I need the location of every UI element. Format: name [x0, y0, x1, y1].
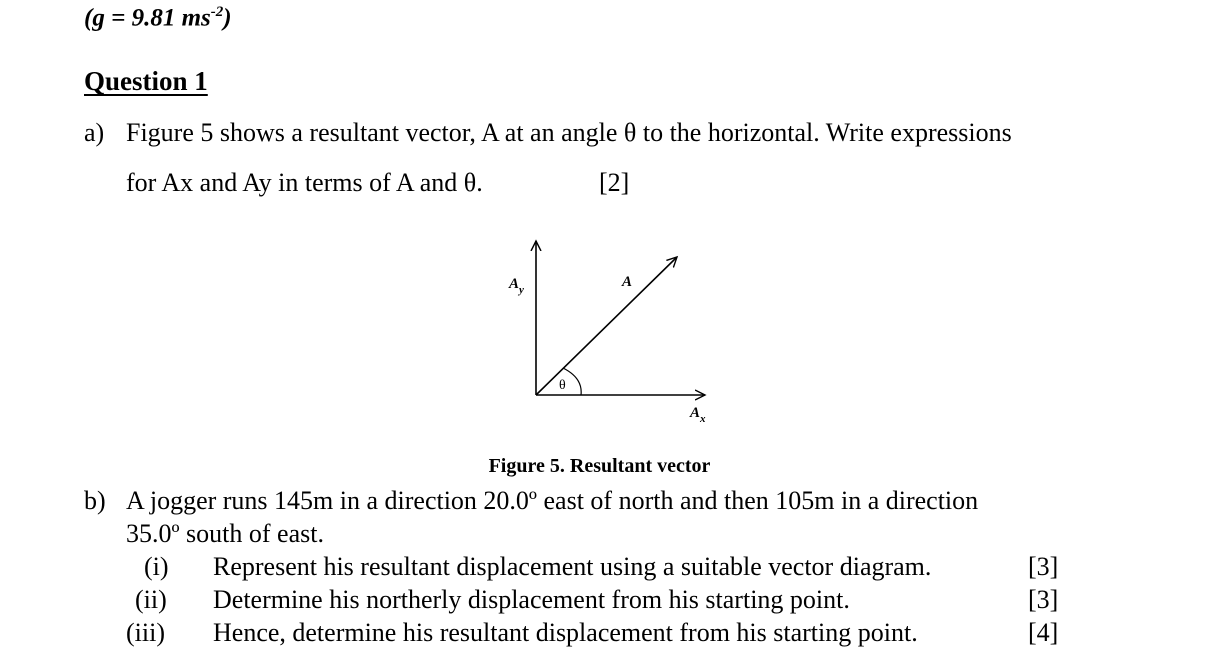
- part-a-marks: [2]: [599, 168, 630, 197]
- ay-label: $A_y$: [509, 276, 524, 296]
- theta-arc: [563, 368, 581, 395]
- item-number: (iii): [126, 618, 165, 647]
- gravity-constant: [84, 4, 232, 32]
- part-a-line2: for Ax and Ay in terms of A and θ.: [126, 168, 483, 197]
- gravity-suffix: ): [223, 4, 232, 32]
- resultant-vector-figure: [495, 232, 735, 432]
- item-marks: [4]: [1028, 618, 1059, 647]
- gravity-prefix: (g = 9.81 ms: [84, 4, 211, 32]
- a-label: A: [622, 274, 633, 290]
- gravity-exponent: -2: [210, 4, 224, 20]
- part-b-line1: A jogger runs 145m in a direction 20.0º east of north and then 105m in a direction: [126, 486, 979, 515]
- part-b-line2: 35.0º south of east.: [126, 519, 324, 548]
- part-a-line1: Figure 5 shows a resultant vector, A at an angle θ to the horizontal. Write expressions: [126, 118, 1012, 147]
- a-vector-line: [536, 257, 677, 395]
- item-marks: [3]: [1028, 585, 1059, 614]
- item-marks: [3]: [1028, 552, 1059, 581]
- ax-label: $A_x$: [690, 405, 706, 425]
- part-b-label: b): [84, 486, 106, 515]
- item-text: Hence, determine his resultant displacement from his starting point.: [213, 618, 918, 647]
- item-text: Represent his resultant displacement using a suitable vector diagram.: [213, 552, 932, 581]
- item-number: (i): [144, 552, 169, 581]
- item-number: (ii): [135, 585, 167, 614]
- figure-caption: Figure 5. Resultant vector: [488, 455, 711, 477]
- question-title: Question 1: [84, 66, 208, 96]
- part-a-label: a): [84, 118, 105, 147]
- theta-label: θ: [559, 378, 566, 393]
- item-text: Determine his northerly displacement from his starting point.: [213, 585, 850, 614]
